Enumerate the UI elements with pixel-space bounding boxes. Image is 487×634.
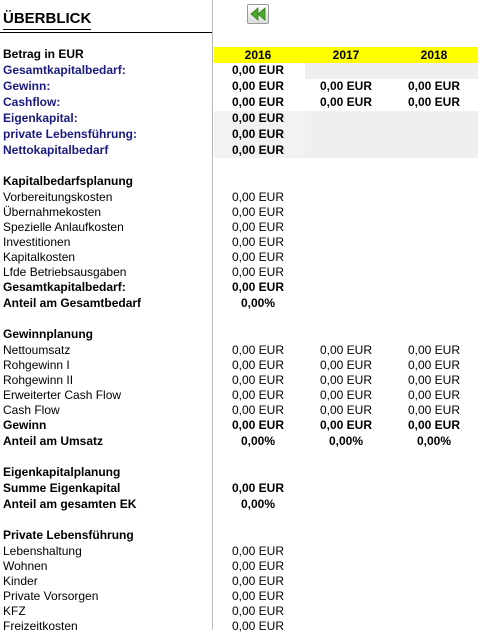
gewinn-0-value-2016[interactable]: 0,00 EUR xyxy=(231,343,285,357)
summary-1-label: Gewinn: xyxy=(3,79,51,93)
privat-4-label: KFZ xyxy=(3,604,26,618)
summary-4-label: private Lebensführung: xyxy=(3,127,138,141)
title-underline xyxy=(0,32,212,33)
gewinn-1-row xyxy=(0,358,487,373)
kapital-0-value-2016[interactable]: 0,00 EUR xyxy=(231,190,285,204)
summary-0-label: Gesamtkapitalbedarf: xyxy=(3,63,126,77)
eigen-0-row xyxy=(0,481,487,496)
kapital-4-row xyxy=(0,250,487,265)
kapital-4-value-2016[interactable]: 0,00 EUR xyxy=(231,250,285,264)
eigen-1-row xyxy=(0,497,487,512)
kapital-2-row xyxy=(0,220,487,235)
kapital-section-title xyxy=(0,174,487,189)
summary-2-row xyxy=(0,95,487,110)
privat-2-value-2016[interactable]: 0,00 EUR xyxy=(231,574,285,588)
privat-section-title xyxy=(0,528,487,543)
summary-5-label: Nettokapitalbedarf xyxy=(3,143,109,157)
privat-2-label: Kinder xyxy=(3,574,38,588)
privat-1-row xyxy=(0,559,487,574)
gewinn-section-title xyxy=(0,327,487,342)
eigen-1-label: Anteil am gesamten EK xyxy=(3,497,137,511)
kapital-3-label: Investitionen xyxy=(3,235,71,249)
gewinn-5-value-2017[interactable]: 0,00 EUR xyxy=(319,418,373,432)
gewinn-6-row xyxy=(0,434,487,449)
kapital-5-value-2016[interactable]: 0,00 EUR xyxy=(231,265,285,279)
kapital-1-value-2016[interactable]: 0,00 EUR xyxy=(231,205,285,219)
gewinn-4-value-2017[interactable]: 0,00 EUR xyxy=(319,403,373,417)
kapital-5-label: Lfde Betriebsausgaben xyxy=(3,265,127,279)
summary-3-row xyxy=(0,111,487,126)
privat-3-row xyxy=(0,589,487,604)
summary-1-value-2017[interactable]: 0,00 EUR xyxy=(319,79,373,93)
gewinn-1-label: Rohgewinn I xyxy=(3,358,70,372)
eigen-section-title xyxy=(0,465,487,480)
summary-3-label: Eigenkapital: xyxy=(3,111,78,125)
privat-0-row xyxy=(0,544,487,559)
kapital-7-value-2016[interactable]: 0,00% xyxy=(240,296,276,310)
kapital-6-row xyxy=(0,280,487,295)
kapital-4-label: Kapitalkosten xyxy=(3,250,76,264)
gewinn-3-value-2018[interactable]: 0,00 EUR xyxy=(407,388,461,402)
gewinn-2-label: Rohgewinn II xyxy=(3,373,74,387)
kapital-2-label: Spezielle Anlaufkosten xyxy=(3,220,124,234)
gewinn-0-label: Nettoumsatz xyxy=(3,343,71,357)
gewinn-4-row xyxy=(0,403,487,418)
summary-3-value-2016[interactable]: 0,00 EUR xyxy=(231,111,285,125)
summary-1-row xyxy=(0,79,487,94)
kapital-2-value-2016[interactable]: 0,00 EUR xyxy=(231,220,285,234)
amount-header: Betrag in EUR xyxy=(3,47,84,61)
privat-section-label: Private Lebensführung xyxy=(3,528,134,542)
eigen-1-value-2016[interactable]: 0,00% xyxy=(240,497,276,511)
privat-0-label: Lebenshaltung xyxy=(3,544,82,558)
gewinn-2-value-2017[interactable]: 0,00 EUR xyxy=(319,373,373,387)
privat-3-label: Private Vorsorgen xyxy=(3,589,99,603)
kapital-1-row xyxy=(0,205,487,220)
kapital-6-value-2016[interactable]: 0,00 EUR xyxy=(231,280,285,294)
gewinn-6-value-2017[interactable]: 0,00% xyxy=(328,434,364,448)
privat-0-value-2016[interactable]: 0,00 EUR xyxy=(231,544,285,558)
privat-2-row xyxy=(0,574,487,589)
gewinn-5-label: Gewinn xyxy=(3,418,47,432)
year-2017-header: 2017 xyxy=(302,47,390,63)
gewinn-3-value-2016[interactable]: 0,00 EUR xyxy=(231,388,285,402)
gewinn-3-row xyxy=(0,388,487,403)
gewinn-4-value-2018[interactable]: 0,00 EUR xyxy=(407,403,461,417)
eigen-0-label: Summe Eigenkapital xyxy=(3,481,121,495)
gewinn-0-value-2018[interactable]: 0,00 EUR xyxy=(407,343,461,357)
gewinn-4-label: Cash Flow xyxy=(3,403,60,417)
kapital-7-row xyxy=(0,296,487,311)
summary-5-row xyxy=(0,143,487,158)
gewinn-3-label: Erweiterter Cash Flow xyxy=(3,388,122,402)
summary-0-row xyxy=(0,63,487,78)
privat-5-label: Freizeitkosten xyxy=(3,619,78,633)
kapital-3-row xyxy=(0,235,487,250)
gewinn-6-value-2016[interactable]: 0,00% xyxy=(240,434,276,448)
page-title: ÜBERBLICK xyxy=(3,10,91,30)
gewinn-section-label: Gewinnplanung xyxy=(3,327,93,341)
gewinn-2-value-2016[interactable]: 0,00 EUR xyxy=(231,373,285,387)
gewinn-1-value-2017[interactable]: 0,00 EUR xyxy=(319,358,373,372)
privat-4-row xyxy=(0,604,487,619)
gewinn-6-label: Anteil am Umsatz xyxy=(3,434,104,448)
kapital-1-label: Übernahmekosten xyxy=(3,205,102,219)
gewinn-1-value-2018[interactable]: 0,00 EUR xyxy=(407,358,461,372)
privat-3-value-2016[interactable]: 0,00 EUR xyxy=(231,589,285,603)
gewinn-3-value-2017[interactable]: 0,00 EUR xyxy=(319,388,373,402)
year-2018-header: 2018 xyxy=(390,47,478,63)
eigen-section-label: Eigenkapitalplanung xyxy=(3,465,121,479)
summary-5-value-2016[interactable]: 0,00 EUR xyxy=(231,143,285,157)
privat-4-value-2016[interactable]: 0,00 EUR xyxy=(231,604,285,618)
privat-1-value-2016[interactable]: 0,00 EUR xyxy=(231,559,285,573)
gewinn-6-value-2018[interactable]: 0,00% xyxy=(416,434,452,448)
gewinn-5-value-2018[interactable]: 0,00 EUR xyxy=(407,418,461,432)
kapital-7-label: Anteil am Gesamtbedarf xyxy=(3,296,142,310)
summary-4-row xyxy=(0,127,487,142)
kapital-0-label: Vorbereitungskosten xyxy=(3,190,113,204)
back-button[interactable] xyxy=(247,4,269,24)
privat-1-label: Wohnen xyxy=(3,559,48,573)
summary-1-value-2018[interactable]: 0,00 EUR xyxy=(407,79,461,93)
kapital-section-label: Kapitalbedarfsplanung xyxy=(3,174,134,188)
gewinn-5-value-2016[interactable]: 0,00 EUR xyxy=(231,418,285,432)
gewinn-4-value-2016[interactable]: 0,00 EUR xyxy=(231,403,285,417)
kapital-0-row xyxy=(0,190,487,205)
summary-2-value-2016[interactable]: 0,00 EUR xyxy=(231,95,285,109)
year-2016-header: 2016 xyxy=(214,47,302,63)
privat-5-value-2016[interactable]: 0,00 EUR xyxy=(231,619,285,633)
gewinn-0-row xyxy=(0,343,487,358)
eigen-0-value-2016[interactable]: 0,00 EUR xyxy=(231,481,285,495)
summary-0-value-2016[interactable]: 0,00 EUR xyxy=(231,63,285,77)
privat-5-row xyxy=(0,619,487,634)
double-chevron-left-icon xyxy=(250,7,266,21)
summary-1-value-2016[interactable]: 0,00 EUR xyxy=(231,79,285,93)
gewinn-1-value-2016[interactable]: 0,00 EUR xyxy=(231,358,285,372)
gewinn-2-row xyxy=(0,373,487,388)
kapital-5-row xyxy=(0,265,487,280)
summary-4-value-2016[interactable]: 0,00 EUR xyxy=(231,127,285,141)
kapital-6-label: Gesamtkapitalbedarf: xyxy=(3,280,126,294)
summary-2-label: Cashflow: xyxy=(3,95,61,109)
kapital-3-value-2016[interactable]: 0,00 EUR xyxy=(231,235,285,249)
gewinn-0-value-2017[interactable]: 0,00 EUR xyxy=(319,343,373,357)
summary-2-value-2018[interactable]: 0,00 EUR xyxy=(407,95,461,109)
gewinn-2-value-2018[interactable]: 0,00 EUR xyxy=(407,373,461,387)
gewinn-5-row xyxy=(0,418,487,433)
summary-2-value-2017[interactable]: 0,00 EUR xyxy=(319,95,373,109)
